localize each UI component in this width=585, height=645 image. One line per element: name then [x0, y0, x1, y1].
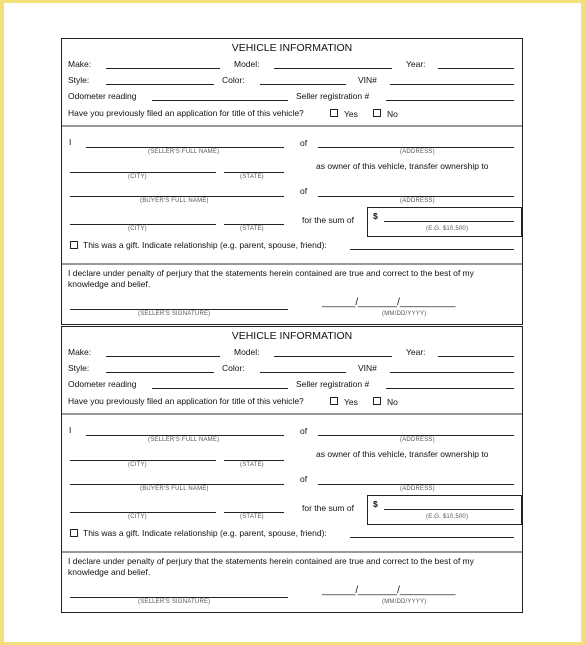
city-caption-2: (CITY) [128, 226, 147, 232]
seller-registration-field[interactable] [386, 100, 514, 101]
of-label: of [300, 138, 308, 148]
state-caption-2: (STATE) [240, 226, 264, 232]
seller-registration-field[interactable] [386, 388, 514, 389]
vin-field[interactable] [390, 372, 514, 373]
color-field[interactable] [260, 84, 346, 85]
city-caption-2: (CITY) [128, 514, 147, 520]
document-page [4, 3, 581, 642]
seller-name-caption: (SELLER'S FULL NAME) [148, 149, 220, 155]
yes-label: Yes [344, 397, 358, 407]
date-field[interactable]: ______/_______/__________ [322, 585, 456, 596]
no-checkbox[interactable] [373, 109, 381, 117]
seller-city-field[interactable] [70, 172, 216, 173]
make-field[interactable] [106, 356, 220, 357]
seller-registration-label: Seller registration # [296, 379, 370, 389]
address-caption: (ADDRESS) [400, 149, 435, 155]
section-divider [62, 125, 522, 127]
sum-box [367, 495, 522, 525]
buyer-city-field[interactable] [70, 224, 216, 225]
sum-box [367, 207, 522, 237]
vin-field[interactable] [390, 84, 514, 85]
transfer-ownership-text: as owner of this vehicle, transfer ownership to [316, 449, 489, 459]
address-caption: (ADDRESS) [400, 437, 435, 443]
odometer-field[interactable] [152, 388, 288, 389]
relationship-field[interactable] [350, 249, 514, 250]
of-label-2: of [300, 186, 308, 196]
dollar-sign: $ [373, 211, 378, 221]
no-checkbox[interactable] [373, 397, 381, 405]
date-caption: (MM/DD/YYYY) [382, 599, 427, 605]
state-caption: (STATE) [240, 462, 264, 468]
odometer-label: Odometer reading [68, 91, 137, 101]
sum-example-caption: (E.G. $10,500) [426, 226, 469, 232]
seller-name-caption: (SELLER'S FULL NAME) [148, 437, 220, 443]
seller-address-field[interactable] [318, 147, 514, 148]
form-title: VEHICLE INFORMATION [231, 42, 353, 54]
odometer-label: Odometer reading [68, 379, 137, 389]
odometer-field[interactable] [152, 100, 288, 101]
section-divider-2 [62, 551, 522, 553]
section-divider [62, 413, 522, 415]
seller-name-field[interactable] [86, 435, 284, 436]
seller-signature-field[interactable] [70, 309, 288, 310]
color-label: Color: [222, 363, 245, 373]
sum-field[interactable] [384, 221, 514, 222]
buyer-name-field[interactable] [70, 484, 284, 485]
color-label: Color: [222, 75, 245, 85]
seller-signature-caption: (SELLER'S SIGNATURE) [138, 311, 211, 317]
buyer-name-caption: (BUYER'S FULL NAME) [140, 486, 209, 492]
address-caption-2: (ADDRESS) [400, 486, 435, 492]
yes-label: Yes [344, 109, 358, 119]
sum-label: for the sum of [302, 503, 354, 513]
declaration-text-line-1: I declare under penalty of perjury that the statements herein contained are true and correct to the best of my [68, 268, 474, 278]
previous-application-question: Have you previously filed an application for title of this vehicle? [68, 396, 304, 406]
seller-address-field[interactable] [318, 435, 514, 436]
date-field[interactable]: ______/_______/__________ [322, 297, 456, 308]
year-field[interactable] [438, 356, 514, 357]
model-field[interactable] [274, 356, 392, 357]
year-field[interactable] [438, 68, 514, 69]
no-label: No [387, 397, 398, 407]
section-divider-2 [62, 263, 522, 265]
style-field[interactable] [106, 372, 214, 373]
sum-label: for the sum of [302, 215, 354, 225]
buyer-address-field[interactable] [318, 196, 514, 197]
style-label: Style: [68, 75, 90, 85]
city-caption: (CITY) [128, 174, 147, 180]
seller-city-field[interactable] [70, 460, 216, 461]
vin-label: VIN# [358, 363, 377, 373]
transfer-ownership-text: as owner of this vehicle, transfer ownership to [316, 161, 489, 171]
yes-checkbox[interactable] [330, 397, 338, 405]
seller-state-field[interactable] [224, 172, 284, 173]
state-caption-2: (STATE) [240, 514, 264, 520]
model-label: Model: [234, 347, 260, 357]
declaration-text-line-2: knowledge and belief. [68, 567, 151, 577]
model-label: Model: [234, 59, 260, 69]
model-field[interactable] [274, 68, 392, 69]
declaration-text-line-1: I declare under penalty of perjury that the statements herein contained are true and correct to the best of my [68, 556, 474, 566]
i-label: I [69, 137, 72, 147]
state-caption: (STATE) [240, 174, 264, 180]
gift-checkbox[interactable] [70, 529, 78, 537]
buyer-name-caption: (BUYER'S FULL NAME) [140, 198, 209, 204]
style-field[interactable] [106, 84, 214, 85]
make-label: Make: [68, 59, 92, 69]
date-caption: (MM/DD/YYYY) [382, 311, 427, 317]
relationship-field[interactable] [350, 537, 514, 538]
address-caption-2: (ADDRESS) [400, 198, 435, 204]
make-label: Make: [68, 347, 92, 357]
color-field[interactable] [260, 372, 346, 373]
seller-signature-caption: (SELLER'S SIGNATURE) [138, 599, 211, 605]
gift-label: This was a gift. Indicate relationship (e.g. parent, spouse, friend): [83, 240, 327, 250]
make-field[interactable] [106, 68, 220, 69]
vin-label: VIN# [358, 75, 377, 85]
i-label: I [69, 425, 72, 435]
year-label: Year: [406, 347, 426, 357]
no-label: No [387, 109, 398, 119]
vehicle-form-1 [61, 38, 523, 325]
buyer-city-field[interactable] [70, 512, 216, 513]
of-label-2: of [300, 474, 308, 484]
seller-registration-label: Seller registration # [296, 91, 370, 101]
gift-label: This was a gift. Indicate relationship (e.g. parent, spouse, friend): [83, 528, 327, 538]
city-caption: (CITY) [128, 462, 147, 468]
vehicle-form-2 [61, 326, 523, 613]
yes-checkbox[interactable] [330, 109, 338, 117]
buyer-address-field[interactable] [318, 484, 514, 485]
declaration-text-line-2: knowledge and belief. [68, 279, 151, 289]
year-label: Year: [406, 59, 426, 69]
seller-name-field[interactable] [86, 147, 284, 148]
gift-checkbox[interactable] [70, 241, 78, 249]
style-label: Style: [68, 363, 90, 373]
dollar-sign: $ [373, 499, 378, 509]
seller-state-field[interactable] [224, 460, 284, 461]
buyer-state-field[interactable] [224, 512, 284, 513]
seller-signature-field[interactable] [70, 597, 288, 598]
buyer-state-field[interactable] [224, 224, 284, 225]
sum-example-caption: (E.G. $10,500) [426, 514, 469, 520]
form-title: VEHICLE INFORMATION [231, 330, 353, 342]
of-label: of [300, 426, 308, 436]
previous-application-question: Have you previously filed an application for title of this vehicle? [68, 108, 304, 118]
buyer-name-field[interactable] [70, 196, 284, 197]
sum-field[interactable] [384, 509, 514, 510]
